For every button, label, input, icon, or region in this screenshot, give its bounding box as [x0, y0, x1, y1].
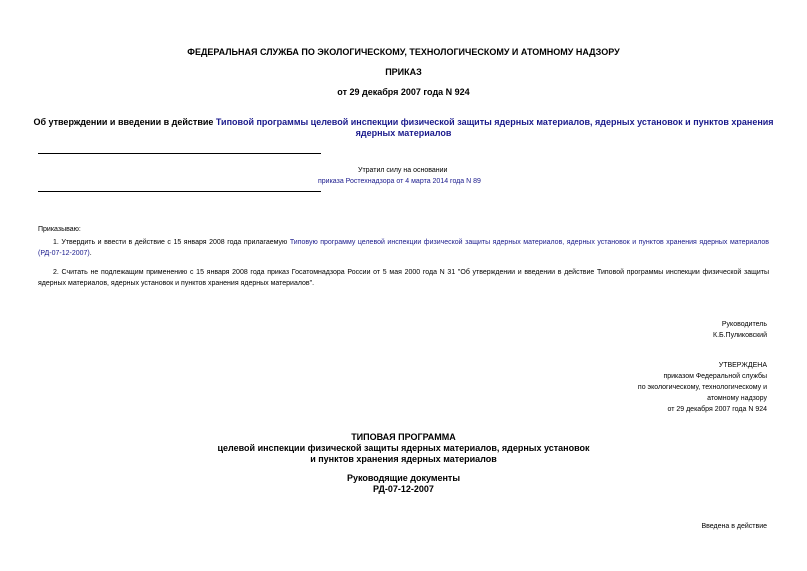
- order-item-1: [38, 237, 769, 259]
- order-word: Приказываю:: [38, 226, 81, 233]
- program-link-continued[interactable]: ядерных материалов: [355, 128, 452, 138]
- agency-title: ФЕДЕРАЛЬНАЯ СЛУЖБА ПО ЭКОЛОГИЧЕСКОМУ, ТЕХНОЛОГИЧЕСКОМУ И АТОМНОМУ НАДЗОРУ: [187, 47, 620, 57]
- program-subtitle-2: и пунктов хранения ядерных материалов: [310, 454, 497, 464]
- program-link[interactable]: Типовой программы целевой инспекции физической защиты ядерных материалов, ядерных установок и пунктов хранения: [215, 117, 774, 127]
- effective-note: Введена в действие: [701, 523, 767, 530]
- signature-name: К.Б.Пуликовский: [713, 332, 767, 339]
- repeal-order-link[interactable]: приказа Ростехнадзора от 4 марта 2014 года N 89: [318, 178, 481, 185]
- divider-bottom: [38, 191, 321, 192]
- program-document-link[interactable]: Типовую программу целевой инспекции физической защиты ядерных материалов, ядерных установок и пунктов хранения ядерных материалов (РД-07-12-2007): [38, 239, 769, 257]
- status-note: Утратил силу на основании: [358, 167, 448, 174]
- program-subtitle-1: целевой инспекции физической защиты ядерных материалов, ядерных установок: [217, 443, 590, 453]
- divider-top: [38, 153, 321, 154]
- program-heading: [0, 432, 807, 465]
- approval-line-3: по экологическому, технологическому и: [637, 384, 767, 391]
- doc-date-number: от 29 декабря 2007 года N 924: [337, 87, 470, 97]
- approval-line-4: атомному надзору: [707, 395, 767, 402]
- signature-block: [713, 319, 767, 341]
- approval-line-2: приказом Федеральной службы: [663, 373, 767, 380]
- signature-title: Руководитель: [721, 321, 767, 328]
- document-code: РД-07-12-2007: [373, 484, 434, 494]
- guiding-docs-label: Руководящие документы: [346, 473, 461, 483]
- approval-date: от 29 декабря 2007 года N 924: [667, 406, 767, 413]
- doc-type: ПРИКАЗ: [385, 67, 422, 77]
- item1-suffix: .: [89, 250, 92, 257]
- order-item-2: 2. Считать не подлежащим применению с 15 января 2008 года приказ Госатомнадзора России от 5 мая 2000 года N 31 "Об утверждении и введении в действие Типовой программы инспекции физической защиты ядерных материалов, ядерных установок и пунктов хранения ядерных материалов".: [38, 269, 769, 287]
- subject-prefix: Об утверждении и введении в действие: [33, 117, 216, 127]
- guiding-docs: [0, 473, 807, 495]
- approval-heading: УТВЕРЖДЕНА: [718, 362, 767, 369]
- item1-text: 1. Утвердить и ввести в действие с 15 января 2008 года прилагаемую: [53, 239, 288, 246]
- order-subject: [0, 117, 807, 139]
- approval-block: [638, 360, 767, 415]
- program-title: ТИПОВАЯ ПРОГРАММА: [351, 432, 456, 442]
